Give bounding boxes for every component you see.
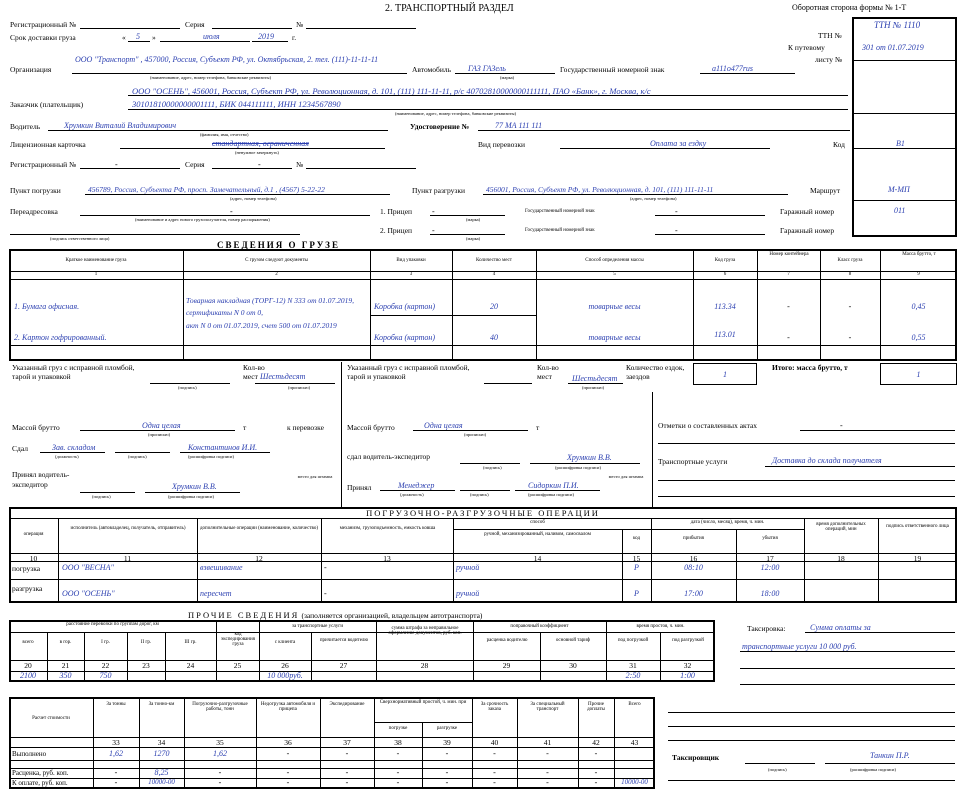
waybill-value: 301 от 01.07.2019: [862, 43, 924, 52]
ops-h-arr: прибытия: [683, 536, 704, 541]
ops-h-mech: механизм, грузоподъемность, емкость ковша: [339, 526, 436, 531]
cargo-r1-name: 1. Бумага офисная.: [14, 302, 80, 311]
handed-name-hint: (расшифровка подписи): [188, 454, 234, 459]
trailer1-plate-label: Государственный номерной знак: [525, 209, 595, 214]
calc-n43: 43: [630, 738, 639, 747]
other-n28: 28: [420, 661, 429, 670]
driver-handed-name: Хрумкин В.В.: [567, 453, 612, 462]
other-title: ПРОЧИЕ СВЕДЕНИЯ: [188, 610, 300, 620]
calc-r2-label: Расценка, руб. коп.: [12, 769, 69, 777]
calc-r3-v40: -: [493, 778, 496, 787]
calc-h40: За срочность заказа: [480, 702, 509, 712]
calc-h38-group: Сверхнормативный простой, ч. мин. при: [379, 700, 467, 705]
trailer1-hint: (марка): [466, 217, 481, 222]
other-h-coefficient: поправочный коэффициент: [510, 624, 569, 629]
trailer1-label: 1. Прицеп: [380, 207, 413, 216]
services-value: Доставка до склада получателя: [772, 456, 882, 465]
license-label: Удостоверение №: [410, 122, 470, 131]
ops-r2-arr: 17:00: [684, 589, 703, 598]
calc-r1-v35: 1,62: [213, 749, 227, 758]
ops-h-method-group: способ: [530, 520, 545, 525]
ops-n12: 12: [255, 554, 263, 563]
delivery-year: 2019: [258, 32, 274, 41]
car-value: ГАЗ ГАЗель: [468, 64, 506, 73]
garage-label-2: Гаражный номер: [780, 226, 835, 235]
series2-value: -: [258, 160, 261, 169]
other-n24: 24: [186, 661, 195, 670]
other-sh-unloading: под разгрузкой: [672, 638, 704, 643]
year-suffix: г.: [292, 33, 297, 42]
gross-hint: (прописью): [148, 432, 171, 437]
calc-n38: 38: [394, 738, 402, 747]
sealed-sign-hint: (подпись): [178, 385, 197, 390]
ops-n10: 10: [29, 554, 38, 563]
trailer2-hint: (марка): [466, 236, 481, 241]
other-n27: 27: [339, 661, 348, 670]
stamp-label: место для штампа: [297, 474, 333, 479]
calc-h34: За тонно-км: [148, 702, 175, 707]
handed-name: Константинов И.И.: [188, 443, 258, 452]
no2-label: №: [296, 160, 304, 169]
driver-value: Хрумкин Виталий Владимирович: [64, 121, 177, 130]
route-label: Маршрут: [810, 186, 841, 195]
other-sh-gr1: I гр.: [101, 640, 110, 645]
calc-r1-v33: 1,62: [109, 749, 123, 758]
trailer2-plate: -: [675, 226, 678, 235]
ops-r1-mech: -: [324, 563, 327, 572]
calc-r2-v37: -: [345, 768, 349, 777]
calc-r3-v36: -: [286, 778, 290, 787]
load-hint: (адрес, номер телефона): [230, 196, 277, 201]
other-h-downtime: время простоя, ч. мин.: [636, 624, 685, 629]
other-n30: 30: [569, 661, 577, 670]
other-h-distance: расстояние перевозки по группам дорог, км: [66, 622, 159, 627]
trailer1-value: -: [432, 207, 435, 216]
ops-h-method: ручной, механизированный, наливом, самосвалом: [484, 532, 591, 537]
cargo-n8: 8: [848, 272, 852, 277]
customer-value-1: ООО "ОСЕНЬ", 456001, Россия, Субъект РФ, ул. Революционная, д. 101, (111) 111-11-11, р/с 40702810000000111111, ПАО «Банк», г. Москва, к/с: [132, 86, 651, 96]
sealed-label-2: Указанный груз с исправной пломбой, тарой и упаковкой: [347, 363, 470, 381]
trailer2-label: 2. Прицеп: [380, 226, 413, 235]
cargo-n5: 5: [613, 272, 616, 277]
handed-role-hint: (должность): [55, 454, 79, 459]
ops-h-extra: дополнительные операции (наименование, количество): [200, 526, 318, 531]
calc-r3-v34: 10000-00: [148, 778, 175, 786]
transport-kind-label: Вид перевозки: [478, 140, 525, 149]
cargo-r1-qty: 20: [490, 302, 498, 311]
ops-h-code: код: [632, 536, 641, 541]
cargo-n7: 7: [787, 272, 790, 277]
cargo-r2-class: -: [848, 333, 852, 342]
plate-value: а111о477rus: [712, 64, 754, 73]
cargo-r1-mass: 0,45: [911, 302, 926, 311]
calc-r3-v43: 10000-00: [621, 778, 648, 786]
calc-r3-v39: -: [445, 778, 449, 787]
trips-value: 1: [723, 370, 727, 379]
places-hint-2: (прописью): [582, 385, 605, 390]
cargo-h5: Способ определения массы: [585, 258, 644, 263]
calc-h43: Всего: [628, 702, 641, 707]
ops-r2-exec: ООО "ОСЕНЬ": [62, 589, 115, 598]
gross-value: Одна целая: [142, 421, 181, 430]
places-label-2: Кол-во мест: [537, 363, 559, 381]
ops-r2-dep: 18:00: [760, 589, 780, 598]
waybill-label-2: листу №: [815, 55, 843, 64]
reg-no-label: Регистрационный №: [10, 20, 77, 29]
taxation-label: Таксировка:: [747, 624, 786, 633]
card-hint: (ненужное зачеркнуть): [235, 150, 279, 155]
cargo-r2-docs: акт N 0 от 01.07.2019, счет 500 от 01.07.2019: [186, 321, 337, 330]
other-h-transport-services: за транспортные услуги: [291, 624, 344, 629]
cargo-r2-mass: 0,55: [911, 333, 926, 342]
load-point-label: Пункт погрузки: [10, 186, 61, 195]
cargo-h3: Вид упаковки: [396, 258, 426, 263]
ops-n15: 15: [632, 554, 641, 563]
route-value: М-МП: [888, 185, 910, 194]
org-label: Организация: [10, 65, 52, 74]
waybill-label-1: К путевому: [788, 43, 825, 52]
cargo-h2: С грузом следуют документы: [245, 258, 308, 263]
places-hint: (прописью): [288, 385, 311, 390]
other-v20: 2100: [20, 671, 36, 680]
accepted-label: Принял водитель-экспедитор: [12, 470, 70, 489]
cargo-r1-class: -: [848, 302, 852, 311]
page-title: 2. ТРАНСПОРТНЫЙ РАЗДЕЛ: [385, 3, 514, 14]
places-label: Кол-во мест: [243, 363, 265, 381]
cargo-h1: Краткое наименование груза: [65, 258, 127, 263]
unload-hint: (адрес, номер телефона): [630, 196, 677, 201]
total-mass-label: Итого: масса брутто, т: [772, 363, 848, 372]
other-sh-city: в гор.: [59, 640, 72, 645]
calc-r2-v33: -: [114, 768, 118, 777]
calc-r3-v33: -: [114, 778, 118, 787]
cargo-n2: 2: [275, 272, 278, 277]
calc-n35: 35: [216, 738, 224, 747]
calc-r1-v40: -: [493, 749, 496, 758]
calc-h36: Недогрузка автомобиля и прицепа: [260, 702, 316, 712]
other-sh-loading: под погрузкой: [617, 638, 649, 643]
taxer-sign-hint: (подпись): [768, 767, 787, 772]
customer-label: Заказчик (плательщик): [10, 100, 84, 109]
places-value-2: Шестьдесят: [572, 374, 618, 383]
sealed-label: Указанный груз с исправной пломбой, тарой и упаковкой: [12, 363, 135, 381]
driver-handed-label: сдал водитель-экспедитор: [347, 452, 431, 461]
for-transport-label: к перевозке: [287, 423, 324, 432]
load-point-value: 456789, Россия, Субъекта РФ, просп. Замечательный, д.1 , (4567) 5-22-22: [88, 185, 325, 194]
accepted-name: Хрумкин В.В.: [172, 482, 217, 491]
cargo-r2-name: 2. Картон гофрированный.: [14, 333, 107, 342]
ops-h-op: операция: [23, 532, 44, 537]
ops-h-exec: исполнитель (автовладелец, получатель, отправитель): [70, 526, 186, 531]
accepted-name-hint: (расшифровка подписи): [168, 494, 214, 499]
acts-label: Отметки о составленных актах: [658, 421, 758, 430]
ops-r2-op: разгрузка: [12, 584, 43, 593]
calc-n41: 41: [543, 738, 552, 747]
calc-r1-v36: -: [286, 749, 290, 758]
customer-value-2: 30101810000000001111, БИК 044111111, ИНН 1234567890: [132, 99, 341, 109]
cargo-r2-container: -: [787, 333, 790, 342]
calc-r1-label: Выполнено: [12, 750, 47, 758]
forwarding-hint: (наименование и адрес нового грузополучателя, номер распоряжения): [135, 217, 270, 222]
series-label: Серия: [185, 20, 205, 29]
other-v32: 1:00: [680, 671, 695, 680]
other-n25: 25: [233, 661, 242, 670]
taxer-label: Таксировщик: [672, 753, 720, 762]
ops-r2-code: Р: [634, 589, 639, 598]
trailer1-plate: -: [675, 207, 678, 216]
car-hint: (марка): [500, 75, 515, 80]
code-value: В1: [896, 139, 905, 148]
calc-n40: 40: [490, 738, 499, 747]
unload-point-label: Пункт разгрузки: [412, 186, 466, 195]
calc-r1-v41: -: [546, 749, 549, 758]
garage-value: 011: [894, 206, 906, 215]
other-n31: 31: [629, 661, 637, 670]
ops-n13: 13: [383, 554, 391, 563]
cargo-h9: Масса брутто, т: [902, 252, 936, 257]
total-mass-value: 1: [916, 370, 921, 379]
calc-r3-v35: -: [218, 778, 222, 787]
accepted2-name-hint: (расшифровка подписи): [528, 492, 574, 497]
other-sh-gr2: II гр.: [140, 640, 152, 645]
trailer2-value: -: [432, 226, 435, 235]
gross-label-2: Массой брутто: [347, 423, 395, 432]
cargo-h7: Номер контейнера: [769, 252, 809, 257]
calc-r3-v42: -: [594, 778, 598, 787]
ops-r1-op: погрузка: [12, 564, 41, 573]
form-reference: Оборотная сторона формы № 1-Т: [792, 3, 907, 12]
cargo-n4: 4: [492, 272, 496, 277]
cargo-r1-pack: Коробка (картон): [374, 302, 435, 311]
ops-r1-code: Р: [634, 563, 639, 572]
ops-n14: 14: [533, 554, 542, 563]
cargo-r1-method: товарные весы: [588, 302, 641, 311]
handed-role: Зав. складом: [52, 443, 96, 452]
places-value: Шестьдесят: [260, 372, 306, 381]
accepted2-sign-hint: (подпись): [470, 492, 489, 497]
accepted-sign-hint: (подпись): [92, 494, 111, 499]
gross-value-2: Одна целая: [424, 421, 463, 430]
calc-n37: 37: [343, 738, 351, 747]
stamp-label-2: место для штампа: [608, 474, 644, 479]
other-v21: 350: [59, 671, 72, 680]
ops-r1-method: ручной: [456, 563, 480, 572]
cargo-r1-code: 113.34: [714, 302, 736, 311]
calc-r2-v41: -: [546, 768, 549, 777]
other-sh-total: всего: [22, 640, 34, 645]
gross-label: Массой брутто: [12, 423, 60, 432]
other-h-fine: сумма штрафа за неправильное оформление документов, руб. коп.: [388, 626, 462, 636]
customer-hint: (наименование, адрес, номер телефона, банковские реквизиты): [395, 111, 517, 116]
accepted2-name: Сидоркин П.И.: [528, 481, 579, 490]
other-sh-client: с клиента: [274, 640, 296, 645]
taxation-value-1: Сумма оплаты за: [810, 623, 871, 632]
ops-r2-mech: -: [324, 589, 327, 598]
ops-n17: 17: [766, 554, 774, 563]
unload-point-value: 456001, Россия, Субъект РФ, ул. Революционная, д. 101, (111) 111-11-11: [486, 185, 714, 194]
cargo-n1: 1: [94, 272, 98, 277]
other-sh-driver-rate: расценка водителю: [486, 638, 528, 643]
cargo-r2-pack: Коробка (картон): [374, 333, 435, 342]
driver-hint: (фамилия, имя, отчество): [200, 132, 249, 137]
calc-r1-v34: 1270: [153, 749, 170, 758]
calc-h42: Прочие доплаты: [587, 702, 605, 712]
cargo-r2-method: товарные весы: [588, 333, 641, 342]
org-hint: (наименование, адрес, номер телефона, банковские реквизиты): [150, 75, 272, 80]
calc-r1-v39: -: [445, 749, 449, 758]
ttn-value: ТТН № 1110: [874, 20, 921, 30]
calc-r2-v39: -: [445, 768, 449, 777]
calc-n33: 33: [112, 738, 120, 747]
ops-r2-extra: пересчет: [200, 589, 232, 598]
other-n21: 21: [61, 661, 70, 670]
plate-label: Государственный номерной знак: [560, 65, 665, 74]
other-v31: 2:50: [625, 671, 641, 680]
other-n32: 32: [683, 661, 692, 670]
calc-r1-v37: -: [345, 749, 349, 758]
cargo-h4: Количество мест: [476, 258, 512, 263]
taxer-name-hint: (расшифровка подписи): [850, 767, 896, 772]
card-label: Лицензионная карточка: [10, 140, 86, 149]
t-label-2: т: [536, 423, 540, 432]
car-label: Автомобиль: [412, 65, 452, 74]
delivery-month: июля: [203, 32, 220, 41]
other-n29: 29: [502, 661, 511, 670]
other-n26: 26: [281, 661, 289, 670]
ops-h-time-group: дата (число, месяц), время, ч. мин.: [690, 520, 765, 525]
calc-sh-unloading: разгрузке: [436, 726, 458, 731]
cargo-n3: 3: [409, 272, 413, 277]
driver-handed-sign-hint: (подпись): [483, 465, 502, 470]
other-title-wrap: [188, 610, 482, 620]
calc-r2-v38: -: [396, 768, 400, 777]
other-n22: 22: [101, 661, 110, 670]
calc-r3-v41: -: [546, 778, 549, 787]
forwarding-sign-hint: (подпись ответственного лица): [50, 236, 110, 241]
cargo-r2-code: 113.01: [714, 330, 736, 339]
calc-r3-label: К оплате, руб. коп.: [12, 779, 68, 787]
garage-label: Гаражный номер: [780, 207, 835, 216]
no-label: №: [296, 20, 304, 29]
calc-n42: 42: [592, 738, 600, 747]
services-label: Транспортные услуги: [658, 457, 728, 466]
calc-r2-v40: -: [493, 768, 496, 777]
ttn-label: ТТН №: [818, 31, 842, 40]
calc-n36: 36: [284, 738, 292, 747]
ops-r1-extra: взвешивание: [200, 563, 243, 572]
accepted2-label: Принял: [347, 483, 372, 492]
reg-no2-value: -: [115, 160, 118, 169]
license-value: 77 МА 111 111: [495, 121, 543, 130]
reg-no2-label: Регистрационный №: [10, 160, 77, 169]
forwarding-label: Переадресовка: [10, 207, 58, 216]
ops-n16: 16: [689, 554, 698, 563]
calc-h41: За специальный транспорт: [530, 702, 565, 712]
cargo-title: СВЕДЕНИЯ О ГРУЗЕ: [217, 240, 340, 250]
taxation-value-2: транспортные услуги 10 000 руб.: [742, 642, 857, 651]
cargo-r2-qty: 40: [490, 333, 498, 342]
ops-title: ПОГРУЗОЧНО-РАЗГРУЗОЧНЫЕ ОПЕРАЦИИ: [366, 508, 600, 518]
other-n20: 20: [24, 661, 32, 670]
cargo-h6: Код груза: [714, 258, 736, 263]
other-sh-driver-due: причитается водителю: [319, 638, 369, 643]
calc-n39: 39: [443, 738, 451, 747]
driver-handed-name-hint: (расшифровка подписи): [555, 465, 601, 470]
cargo-r1-container: -: [787, 302, 790, 311]
ops-r1-dep: 12:00: [760, 563, 780, 572]
calc-sh-loading: погрузке: [388, 726, 408, 731]
calc-n34: 34: [157, 738, 166, 747]
ops-h-sign: подпись ответственного лица: [886, 524, 949, 529]
delivery-label: Срок доставки груза: [10, 33, 76, 42]
calc-r3-v38: -: [396, 778, 400, 787]
transport-kind-value: Оплата за ездку: [650, 139, 707, 148]
series2-label: Серия: [185, 160, 205, 169]
handed-sign-hint: (подпись): [128, 454, 147, 459]
accepted2-role-hint: (должность): [400, 492, 424, 497]
ops-r1-exec: ООО "ВЕСНА": [62, 563, 114, 572]
ops-n18: 18: [837, 554, 845, 563]
org-value: ООО "Транспорт" , 457000, Россия, Субъект РФ, ул. Октябрьская, 2. тел. (111)-11-11-11: [75, 55, 379, 64]
forwarding-value: -: [230, 207, 233, 216]
calc-r3-v37: -: [345, 778, 349, 787]
calc-r1-v42: -: [594, 749, 598, 758]
gross-hint-2: (прописью): [464, 432, 487, 437]
driver-label: Водитель: [10, 122, 41, 131]
calc-r2-v34: 8,25: [154, 768, 169, 777]
delivery-day: 5: [136, 32, 140, 41]
other-sh-gr3: III гр.: [184, 640, 197, 645]
calc-r2-v42: -: [594, 768, 598, 777]
other-title-note: (заполняется организацией, владельцем автотранспорта): [301, 611, 483, 620]
ops-r2-method: ручной: [456, 589, 480, 598]
calc-h33: За тонны: [106, 702, 126, 707]
other-n23: 23: [142, 661, 150, 670]
other-v22: 750: [99, 671, 112, 680]
cargo-h8: Класс груза: [837, 258, 863, 263]
code-label: Код: [833, 140, 845, 149]
calc-h35: Погрузочно-разгрузочные работы, тонн: [192, 702, 248, 712]
calc-row-header: Расчет стоимости: [32, 716, 70, 721]
ops-r1-arr: 08:10: [684, 563, 703, 572]
cargo-n6: 6: [723, 272, 727, 277]
t-label: т: [243, 423, 247, 432]
other-v26: 10 000руб.: [267, 671, 303, 680]
other-sh-tariff: основной тариф: [555, 638, 591, 643]
acts-value: -: [840, 421, 843, 430]
cargo-r1-docs: Товарная накладная (ТОРГ-12) N 333 от 01.07.2019, сертификаты N 0 от 0,: [186, 296, 355, 317]
card-value: стандартная, ограниченная: [212, 139, 309, 148]
taxer-name: Танкин П.Р.: [870, 751, 910, 760]
ops-h-dep: убытия: [762, 536, 778, 541]
trips-label: Количество ездок, заездов: [626, 363, 685, 381]
calc-r1-v38: -: [396, 749, 400, 758]
calc-r2-v36: -: [286, 768, 290, 777]
cargo-n9: 9: [917, 272, 920, 277]
calc-h37: Экспедирование: [329, 702, 365, 707]
trailer2-plate-label: Государственный номерной знак: [525, 228, 595, 233]
accepted2-role: Менеджер: [398, 481, 435, 490]
ops-h-addtime: время дополнительных операций, мин: [816, 522, 866, 532]
calc-r2-v35: -: [218, 768, 222, 777]
handed-label: Сдал: [12, 444, 28, 453]
other-h-forwarding-code: код экспедирования груза: [221, 632, 255, 647]
ops-n11: 11: [123, 554, 132, 563]
ops-n19: 19: [913, 554, 922, 563]
